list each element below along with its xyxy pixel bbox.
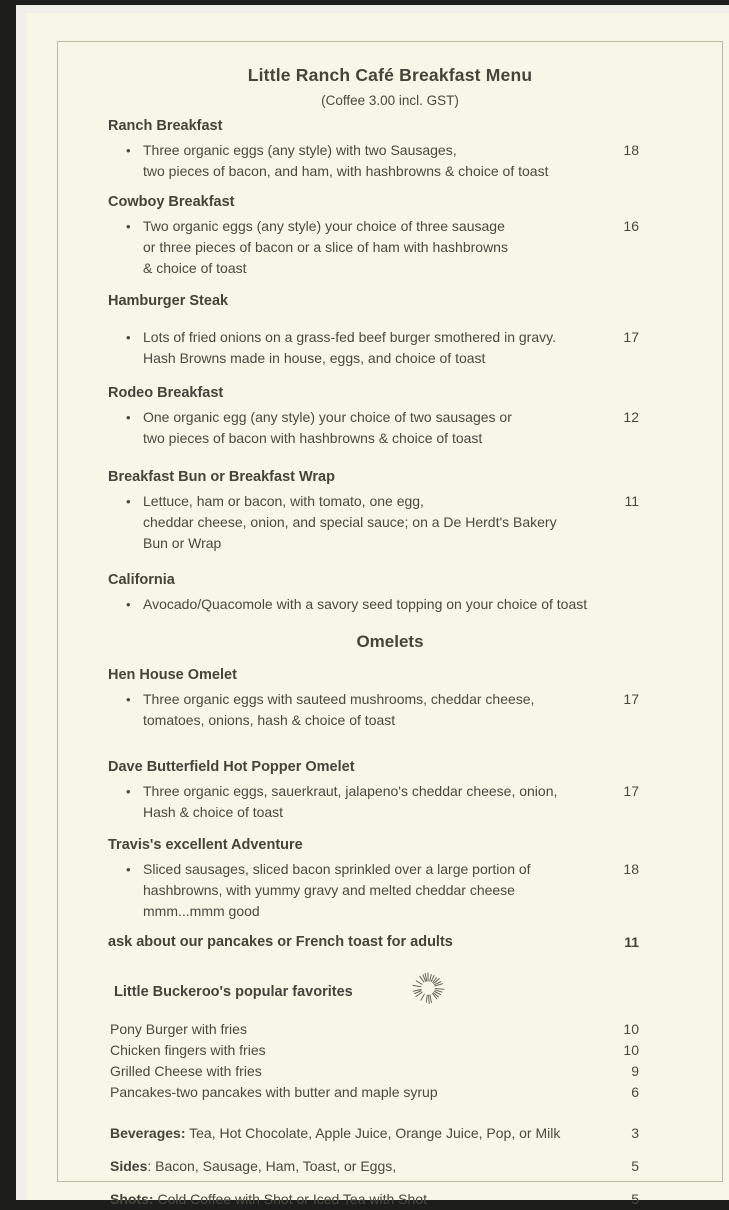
item-price: 16: [623, 218, 639, 234]
extras-text: : Bacon, Sausage, Ham, Toast, or Eggs,: [147, 1158, 397, 1174]
menu-item: [58, 192, 722, 279]
bullet-icon: •: [126, 784, 131, 799]
item-price: 11: [624, 493, 639, 509]
item-desc-line: Three organic eggs with sauteed mushrooms, cheddar cheese,: [143, 691, 535, 707]
item-description: [58, 594, 722, 615]
item-description: [58, 491, 722, 554]
kids-item-text: Pancakes-two pancakes with butter and maple syrup: [110, 1084, 438, 1100]
extras-label: Beverages:: [110, 1125, 186, 1141]
menu-item: [58, 757, 722, 823]
extras-text: Tea, Hot Chocolate, Apple Juice, Orange Juice, Pop, or Milk: [185, 1125, 561, 1141]
menu-item: [58, 116, 722, 182]
item-name: Hen House Omelet: [108, 667, 237, 683]
bullet-icon: •: [126, 330, 131, 345]
item-name: Dave Butterfield Hot Popper Omelet: [108, 759, 355, 775]
bullet-icon: •: [126, 143, 131, 158]
extras-label: Shots:: [110, 1191, 154, 1207]
extras-row-sides: [58, 1156, 722, 1177]
section-heading-omelets: Omelets: [356, 632, 424, 651]
item-description: [58, 407, 722, 449]
item-price: 3: [631, 1125, 639, 1141]
item-desc-line: Hash & choice of toast: [143, 804, 284, 820]
item-desc-line: tomatoes, onions, hash & choice of toast: [143, 712, 396, 728]
starburst-icon: [409, 969, 447, 1007]
item-price: 17: [623, 691, 639, 707]
menu-item: [58, 467, 722, 554]
item-desc-line: Two organic eggs (any style) your choice of three sausage: [143, 218, 505, 234]
item-name: Travis's excellent Adventure: [108, 837, 303, 853]
item-description: [58, 689, 722, 731]
item-description: [58, 859, 722, 922]
item-desc-line: Sliced sausages, sliced bacon sprinkled over a large portion of: [143, 861, 531, 877]
item-price: 17: [623, 783, 639, 799]
item-price: 6: [631, 1084, 639, 1100]
item-name: Rodeo Breakfast: [108, 385, 224, 401]
kids-item: [58, 1040, 722, 1061]
item-name: California: [108, 572, 175, 588]
item-desc-line: cheddar cheese, onion, and special sauce; on a De Herdt's Bakery: [143, 514, 557, 530]
item-price: 18: [623, 861, 639, 877]
bullet-icon: •: [126, 597, 131, 612]
item-desc-line: hashbrowns, with yummy gravy and melted cheddar cheese: [143, 882, 515, 898]
item-description: [58, 140, 722, 182]
item-name: Ranch Breakfast: [108, 118, 223, 134]
item-price: 10: [623, 1042, 639, 1058]
item-desc-line: two pieces of bacon with hashbrowns & choice of toast: [143, 430, 483, 446]
menu-item: [58, 835, 722, 922]
bullet-icon: •: [126, 219, 131, 234]
item-desc-line: & choice of toast: [143, 260, 247, 276]
item-price: 17: [623, 329, 639, 345]
item-desc-line: mmm...mmm good: [143, 903, 260, 919]
item-price: 10: [623, 1021, 639, 1037]
item-price: 9: [631, 1063, 639, 1079]
item-desc-line: or three pieces of bacon or a slice of ham with hashbrowns: [143, 239, 508, 255]
kids-item: [58, 1082, 722, 1103]
note-price: 11: [624, 934, 639, 950]
extras-label: Sides: [110, 1158, 148, 1174]
menu-item: [58, 383, 722, 449]
item-price: 12: [623, 409, 639, 425]
menu-border-frame: [57, 41, 723, 1207]
menu-item: [58, 665, 722, 731]
item-desc-line: Three organic eggs (any style) with two Sausages,: [143, 142, 457, 158]
bullet-icon: •: [126, 862, 131, 877]
bullet-icon: •: [126, 494, 131, 509]
item-description: [58, 216, 722, 279]
item-price: 5: [631, 1191, 639, 1207]
bullet-icon: •: [126, 692, 131, 707]
kids-item: [58, 1019, 722, 1040]
item-name: Breakfast Bun or Breakfast Wrap: [108, 469, 335, 485]
item-desc-line: Hash Browns made in house, eggs, and choice of toast: [143, 350, 486, 366]
menu-item: [58, 291, 722, 369]
item-desc-line: Three organic eggs, sauerkraut, jalapeno's cheddar cheese, onion,: [143, 783, 558, 799]
kids-heading: Little Buckeroo's popular favorites: [114, 983, 353, 1000]
item-desc-line: Bun or Wrap: [143, 535, 222, 551]
menu-item: [58, 570, 722, 615]
pancakes-note: [58, 932, 722, 953]
kids-item-text: Chicken fingers with fries: [110, 1042, 266, 1058]
item-desc-line: Lettuce, ham or bacon, with tomato, one egg,: [143, 493, 424, 509]
item-desc-line: One organic egg (any style) your choice of two sausages or: [143, 409, 512, 425]
kids-section: [58, 973, 722, 1011]
item-price: 5: [631, 1158, 639, 1174]
bullet-icon: •: [126, 410, 131, 425]
item-name: Hamburger Steak: [108, 293, 229, 309]
kids-item: [58, 1061, 722, 1082]
item-description: [58, 327, 722, 369]
kids-items: [58, 1019, 722, 1103]
kids-item-text: Grilled Cheese with fries: [110, 1063, 262, 1079]
item-name: Cowboy Breakfast: [108, 194, 235, 210]
extras-text: Cold Coffee with Shot or Iced Tea with Shot: [153, 1191, 427, 1207]
extras-row-beverages: [58, 1123, 722, 1144]
kids-item-text: Pony Burger with fries: [110, 1021, 247, 1037]
page-subtitle: (Coffee 3.00 incl. GST): [321, 93, 459, 108]
note-text: ask about our pancakes or French toast for adults: [108, 934, 453, 950]
item-desc-line: Avocado/Quacomole with a savory seed topping on your choice of toast: [143, 596, 588, 612]
page-title: Little Ranch Café Breakfast Menu: [247, 65, 533, 85]
item-desc-line: two pieces of bacon, and ham, with hashbrowns & choice of toast: [143, 163, 549, 179]
item-desc-line: Lots of fried onions on a grass-fed beef burger smothered in gravy.: [143, 329, 556, 345]
menu-paper: [26, 13, 729, 1207]
item-description: [58, 781, 722, 823]
item-price: 18: [623, 142, 639, 158]
